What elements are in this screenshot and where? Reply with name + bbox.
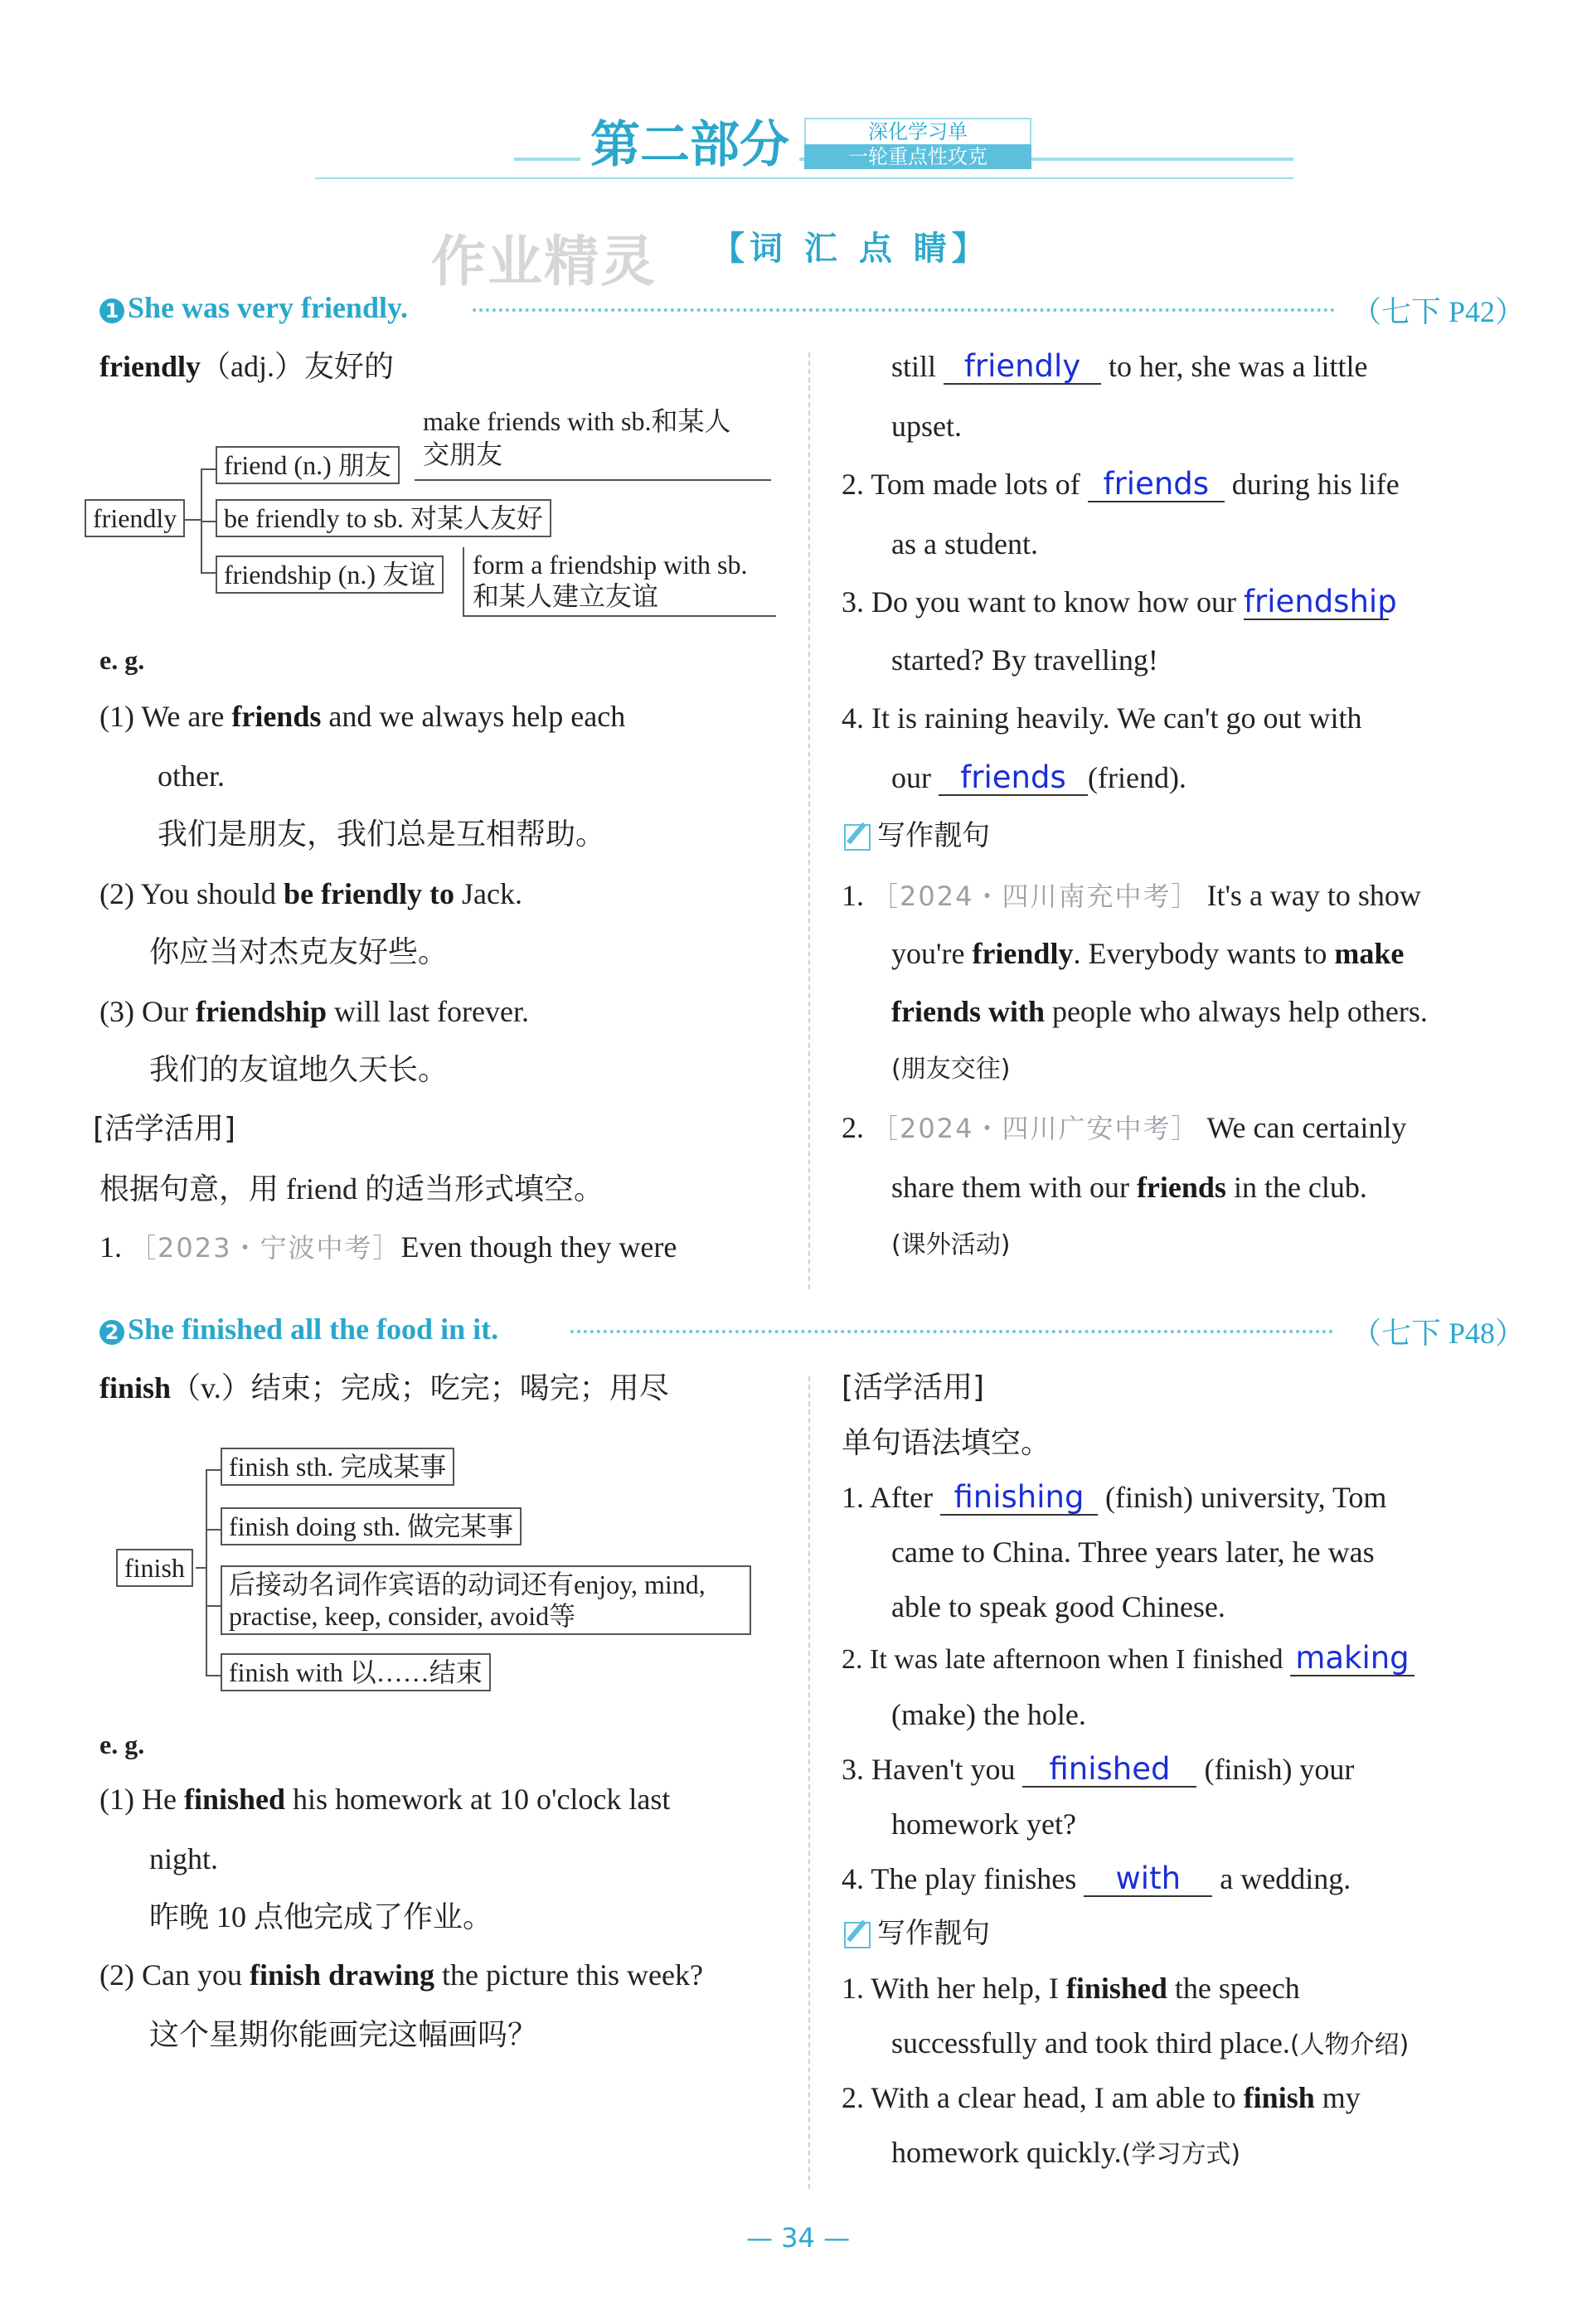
tree-connector [184, 519, 201, 521]
tree-branch: finish sth. 完成某事 [221, 1448, 454, 1486]
column-divider [808, 1376, 810, 2189]
number-2-icon: 2 [99, 1320, 124, 1345]
question-2: 2. It was late afternoon when I finished making [842, 1640, 1414, 1680]
tree-connector [196, 1567, 206, 1569]
writing-tag: (朋友交往) [891, 1055, 1011, 1084]
s2-definition: finish（v.）结束；完成；吃完；喝完；用尽 [99, 1371, 669, 1405]
writing-sentence-1: 1. ［2024・四川南充中考］ It's a way to show [842, 879, 1421, 912]
part-tag-top: 深化学习单 [804, 118, 1031, 146]
writing-sentence-2: 2. ［2024・四川广安中考］ We can certainly [842, 1111, 1407, 1144]
s2-leader-dots [570, 1330, 1333, 1333]
s1-page-ref: （七下 P42） [1351, 295, 1526, 328]
answer-blank: friends [1088, 468, 1225, 502]
example-sentence: (1) He finished his homework at 10 o'clock last [99, 1783, 671, 1816]
example-sentence: (1) We are friends and we always help each [99, 700, 626, 733]
s1-heading: 1 She was very friendly. [99, 290, 408, 325]
pen-icon [844, 824, 871, 851]
question-2: 2. Tom made lots of friends during his life [842, 466, 1400, 502]
eg-label: e. g. [99, 1730, 145, 1759]
tree-branch-friendship: friendship (n.) 友谊 [216, 556, 444, 594]
answer-blank: making [1290, 1642, 1414, 1676]
example-sentence: (2) Can you finish drawing the picture this week? [99, 1958, 703, 1992]
answer-blank: with [1084, 1862, 1212, 1897]
question-2-cont: as a student. [891, 527, 1038, 560]
writing-sentence-1-cont: successfully and took third place.(人物介绍) [891, 2026, 1410, 2060]
writing-sentence-2-cont: share them with our friends in the club. [891, 1171, 1367, 1204]
page-number: — 34 — [746, 2222, 851, 2254]
tree-branch: finish doing sth. 做完某事 [221, 1507, 522, 1545]
section-title: 【词 汇 点 睛】 [711, 230, 990, 268]
question-3-cont: started? By travelling! [891, 643, 1158, 677]
tree-connector [201, 572, 216, 574]
s1-leader-dots [473, 308, 1335, 312]
tree-connector [206, 1605, 221, 1607]
question-1-cont: came to China. Three years later, he was [891, 1536, 1375, 1569]
tree-connector [206, 1529, 221, 1531]
question-1-cont: able to speak good Chinese. [891, 1590, 1225, 1623]
practice-heading: [活学活用] [842, 1371, 985, 1405]
practice-instruction: 根据句意，用 friend 的适当形式填空。 [99, 1172, 604, 1206]
question-3-cont: homework yet? [891, 1807, 1076, 1841]
question-4-cont: our friends (friend). [891, 759, 1186, 795]
tree-leaf-rule [463, 615, 776, 617]
tree-connector [206, 1469, 207, 1676]
part-tag-bottom: 一轮重点性攻克 [804, 144, 1031, 169]
writing-tag: (课外活动) [891, 1230, 1011, 1259]
answer-blank: friendly [944, 350, 1101, 385]
answer-blank: finished [1022, 1753, 1196, 1788]
number-1-icon: 1 [99, 298, 124, 323]
example-translation: 这个星期你能画完这幅画吗？ [149, 2018, 538, 2051]
example-sentence-cont: other. [158, 759, 225, 793]
tree-connector [206, 1675, 221, 1676]
question-3: 3. Do you want to know how our friendship [842, 584, 1397, 619]
writing-sentence-1: 1. With her help, I finished the speech [842, 1972, 1300, 2005]
tree-leaf-rule [415, 479, 771, 481]
practice-heading: [活学活用] [93, 1112, 236, 1146]
column-divider [808, 352, 810, 1289]
tree-leaf-text: 和某人建立友谊 [473, 581, 659, 611]
tree-branch-be-friendly: be friendly to sb. 对某人友好 [216, 499, 551, 537]
tree-leaf-text: make friends with sb.和某人 [423, 406, 731, 436]
answer-blank: finishing [940, 1481, 1098, 1516]
tree-root: finish [116, 1549, 193, 1587]
tree-branch-note: 后接动名词作宾语的动词还有enjoy, mind, practise, keep, consider, avoid等 [221, 1565, 751, 1635]
tree-leaf-text: form a friendship with sb. [473, 550, 748, 580]
tree-connector [206, 1469, 221, 1471]
tree-branch: finish with 以……结束 [221, 1653, 491, 1691]
question-4: 4. The play finishes with a wedding. [842, 1861, 1351, 1896]
example-sentence: (2) You should be friendly to Jack. [99, 877, 522, 910]
pen-icon [844, 1922, 871, 1948]
question-1-cont: still friendly to her, she was a little [891, 348, 1368, 384]
question-4: 4. It is raining heavily. We can't go out with [842, 701, 1362, 735]
watermark-logo: 作业精灵 [431, 230, 657, 294]
question-1-cont: upset. [891, 410, 962, 443]
tree-branch-friend: friend (n.) 朋友 [216, 446, 400, 484]
eg-label: e. g. [99, 645, 145, 675]
example-translation: 我们是朋友，我们总是互相帮助。 [158, 818, 606, 851]
tree-leaf-text: 交朋友 [423, 439, 503, 469]
question-1: 1. After finishing (finish) university, Tom [842, 1479, 1387, 1515]
writing-heading: 写作靓句 [844, 816, 990, 856]
header-underline [315, 177, 1293, 179]
writing-sentence-2-cont: homework quickly.(学习方式) [891, 2136, 1241, 2169]
question-1: 1. ［2023・宁波中考］Even though they were [99, 1230, 677, 1264]
s2-heading: 2 She finished all the food in it. [99, 1312, 498, 1346]
part-title: 第二部分 [580, 116, 799, 174]
s2-page-ref: （七下 P48） [1351, 1317, 1526, 1350]
example-sentence: (3) Our friendship will last forever. [99, 995, 529, 1028]
tree-connector [201, 521, 216, 522]
example-translation: 昨晚 10 点他完成了作业。 [149, 1900, 493, 1933]
tree-root: friendly [85, 499, 185, 537]
header-rule-right [1028, 158, 1293, 161]
question-2-cont: (make) the hole. [891, 1698, 1086, 1731]
practice-instruction: 单句语法填空。 [842, 1426, 1051, 1459]
tree-connector [463, 547, 464, 615]
writing-sentence-1-cont: friends with people who always help others. [891, 995, 1428, 1028]
example-sentence-cont: night. [149, 1842, 219, 1875]
tree-connector [201, 468, 216, 470]
writing-sentence-1-cont: you're friendly. Everybody wants to make [891, 937, 1405, 970]
answer-blank: friends [939, 761, 1088, 796]
question-3: 3. Haven't you finished (finish) your [842, 1751, 1355, 1787]
example-translation: 我们的友谊地久天长。 [149, 1053, 449, 1086]
answer-blank: friendship [1243, 584, 1397, 619]
example-translation: 你应当对杰克友好些。 [149, 935, 449, 968]
writing-heading: 写作靓句 [844, 1914, 990, 1953]
s1-definition: friendly（adj.）友好的 [99, 350, 394, 383]
writing-sentence-2: 2. With a clear head, I am able to finish my [842, 2081, 1361, 2114]
